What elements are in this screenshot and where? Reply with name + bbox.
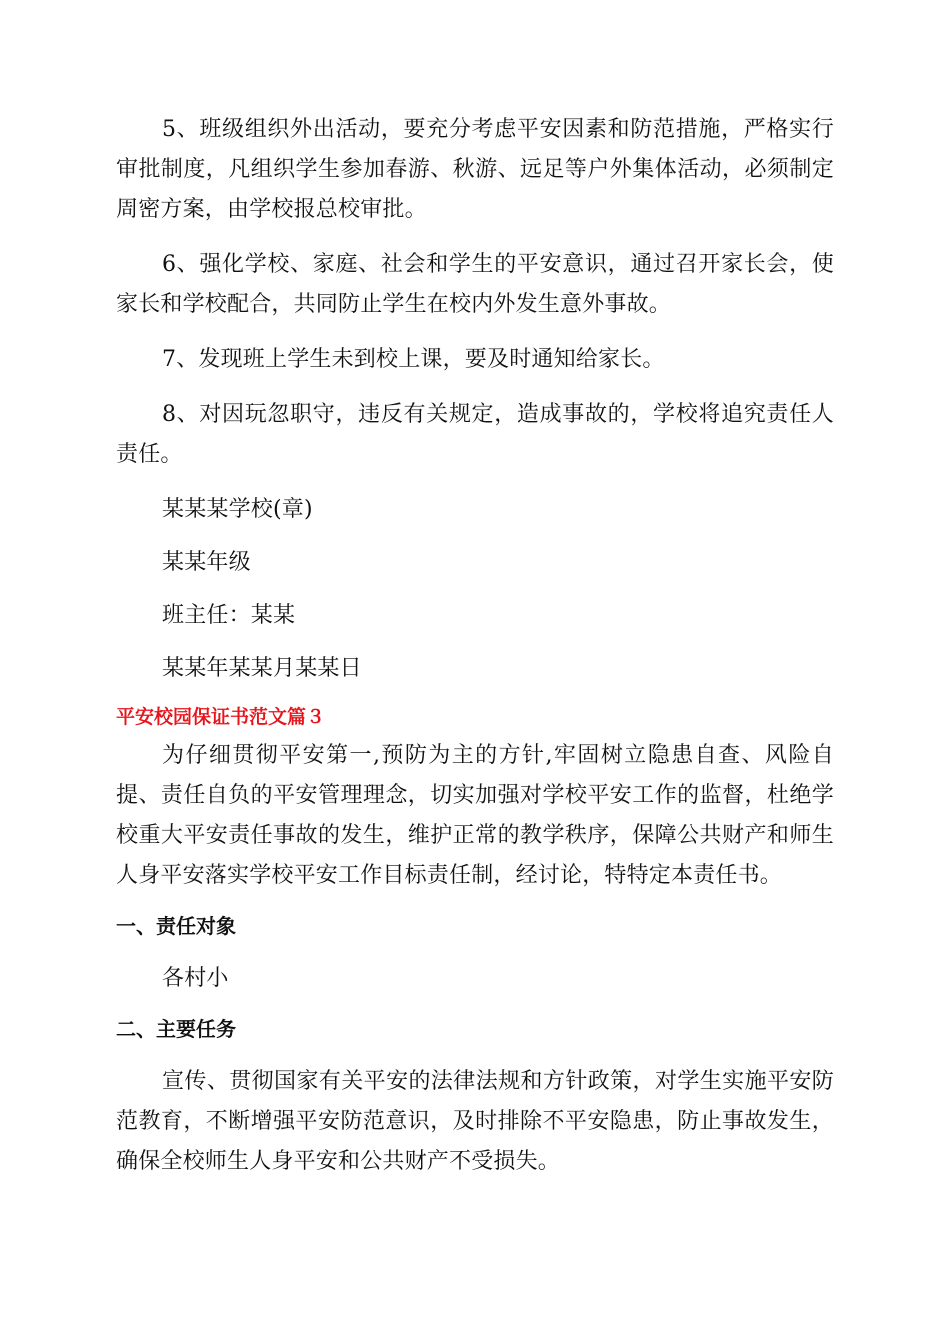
paragraph-item-5: 5、班级组织外出活动，要充分考虑平安因素和防范措施，严格实行审批制度，凡组织学生参加春游、秋游、远足等户外集体活动，必须制定周密方案，由学校报总校审批。	[116, 117, 834, 222]
paragraph-item-7: 7、发现班上学生未到校上课，要及时通知给家长。	[162, 347, 665, 372]
document-body	[116, 110, 834, 1197]
heading-responsibility-object: 一、责任对象	[116, 914, 236, 938]
main-tasks-text: 宣传、贯彻国家有关平安的法律法规和方针政策，对学生实施平安防范教育，不断增强平安防范意识，及时排除不平安隐患，防止事故发生，确保全校师生人身平安和公共财产不受损失。	[116, 1069, 834, 1174]
paragraph-item-6: 6、强化学校、家庭、社会和学生的平安意识，通过召开家长会，使家长和学校配合，共同防止学生在校内外发生意外事故。	[116, 252, 834, 317]
intro-paragraph: 为仔细贯彻平安第一,预防为主的方针,牢固树立隐患自查、风险自提、责任自负的平安管理理念，切实加强对学校平安工作的监督，杜绝学校重大平安责任事故的发生，维护正常的教学秩序，保障公共财产和师生人身平安落实学校平安工作目标责任制，经讨论，特特定本责任书。	[116, 743, 834, 888]
paragraph-item-8: 8、对因玩忽职守，违反有关规定，造成事故的，学校将追究责任人责任。	[116, 402, 834, 467]
section-title: 平安校园保证书范文篇３	[116, 706, 326, 728]
heading-main-tasks: 二、主要任务	[116, 1017, 236, 1041]
responsibility-object-text: 各村小	[162, 966, 229, 991]
signature-school: 某某某学校(章)	[162, 497, 313, 522]
signature-grade: 某某年级	[162, 550, 251, 575]
signature-teacher: 班主任：某某	[162, 603, 296, 628]
signature-date: 某某年某某月某某日	[162, 656, 362, 681]
